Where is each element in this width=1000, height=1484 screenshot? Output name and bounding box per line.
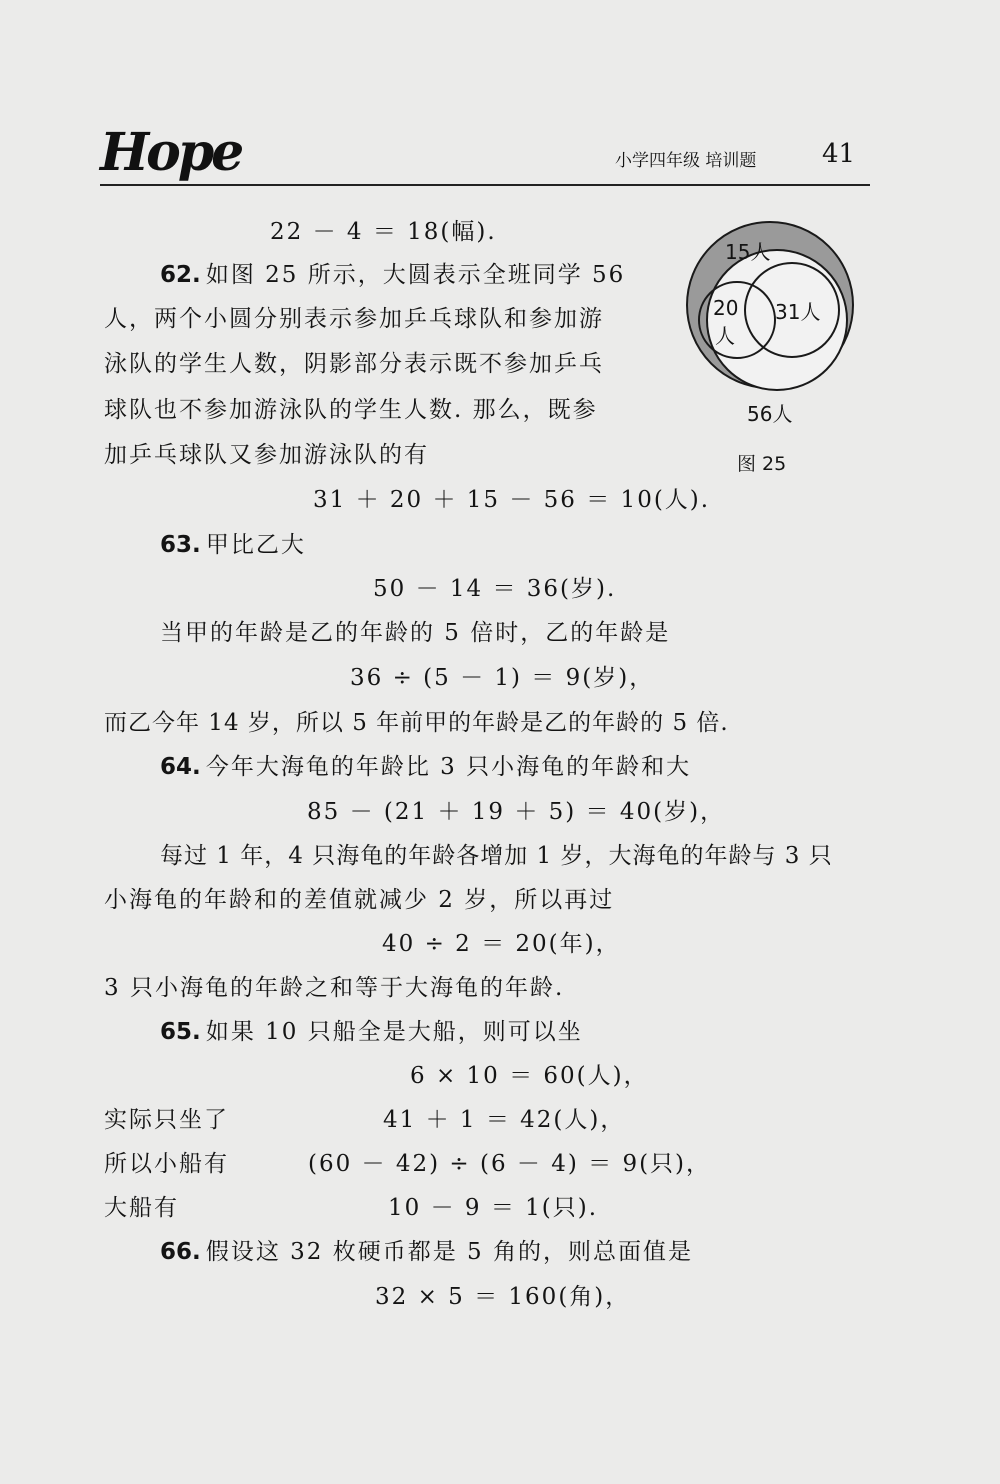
venn-figure xyxy=(675,220,865,480)
text-line: 大船有 xyxy=(104,1195,179,1221)
page-number: 41 xyxy=(822,139,856,169)
text-line: 3 只小海龟的年龄之和等于大海龟的年龄. xyxy=(104,975,565,1001)
problem-number: 62. xyxy=(160,262,201,288)
equation: 6 × 10 ＝ 60(人)， xyxy=(410,1063,649,1089)
text-line: 如图 25 所示，大圆表示全班同学 56 xyxy=(205,262,626,288)
text-line: 小海龟的年龄和的差值就减少 2 岁，所以再过 xyxy=(104,887,615,913)
total-count-label: 56人 xyxy=(747,402,793,426)
text-line: 今年大海龟的年龄比 3 只小海龟的年龄和大 xyxy=(205,754,692,780)
text-line: 所以小船有 xyxy=(104,1151,229,1177)
swimming-count-label: 31人 xyxy=(775,300,821,324)
equation: 10 － 9 ＝ 1(只). xyxy=(388,1195,599,1221)
text-line: 22 － 4 ＝ 18(幅). xyxy=(270,219,497,245)
equation: 85 － (21 ＋ 19 ＋ 5) ＝ 40(岁)， xyxy=(307,799,726,825)
text-line: 加乒乓球队又参加游泳队的有 xyxy=(104,442,429,468)
problem-64 xyxy=(160,748,691,781)
problem-number: 63. xyxy=(160,532,201,558)
problem-66 xyxy=(160,1233,693,1266)
text-line: 实际只坐了 xyxy=(104,1107,229,1133)
text-line: 而乙今年 14 岁，所以 5 年前甲的年龄是乙的年龄的 5 倍. xyxy=(104,710,729,736)
hope-logo: Hope xyxy=(100,122,242,183)
text-line: 球队也不参加游泳队的学生人数. 那么，既参 xyxy=(104,397,598,423)
equation: 32 × 5 ＝ 160(角)， xyxy=(375,1284,631,1310)
text-line: 如果 10 只船全是大船，则可以坐 xyxy=(205,1019,583,1045)
outside-count-label: 15人 xyxy=(725,240,771,264)
book-title: 小学四年级 培训题 xyxy=(615,151,757,171)
problem-62 xyxy=(160,256,625,289)
equation: (60 － 42) ÷ (6 － 4) ＝ 9(只)， xyxy=(308,1151,712,1177)
equation: 50 － 14 ＝ 36(岁). xyxy=(373,576,617,602)
problem-number: 64. xyxy=(160,754,201,780)
header-rule xyxy=(100,184,870,186)
text-line: 当甲的年龄是乙的年龄的 5 倍时，乙的年龄是 xyxy=(160,620,671,646)
equation: 40 ÷ 2 ＝ 20(年)， xyxy=(382,931,621,957)
problem-65 xyxy=(160,1013,583,1046)
equation: 41 ＋ 1 ＝ 42(人)， xyxy=(383,1107,626,1133)
equation: 31 ＋ 20 ＋ 15 － 56 ＝ 10(人). xyxy=(313,487,711,513)
problem-number: 65. xyxy=(160,1019,201,1045)
text-line: 甲比乙大 xyxy=(205,532,306,558)
text-line: 泳队的学生人数，阴影部分表示既不参加乒乓 xyxy=(104,351,604,377)
problem-63 xyxy=(160,526,306,559)
equation: 36 ÷ (5 － 1) ＝ 9(岁)， xyxy=(350,665,655,691)
problem-number: 66. xyxy=(160,1239,201,1265)
text-line: 人，两个小圆分别表示参加乒乓球队和参加游 xyxy=(104,306,604,332)
ping-pong-count: 20 xyxy=(713,296,739,320)
text-line: 每过 1 年，4 只海龟的年龄各增加 1 岁，大海龟的年龄与 3 只 xyxy=(160,843,833,869)
text-line: 假设这 32 枚硬币都是 5 角的，则总面值是 xyxy=(205,1239,693,1265)
ping-pong-unit: 人 xyxy=(715,324,735,348)
figure-caption: 图 25 xyxy=(737,453,787,475)
